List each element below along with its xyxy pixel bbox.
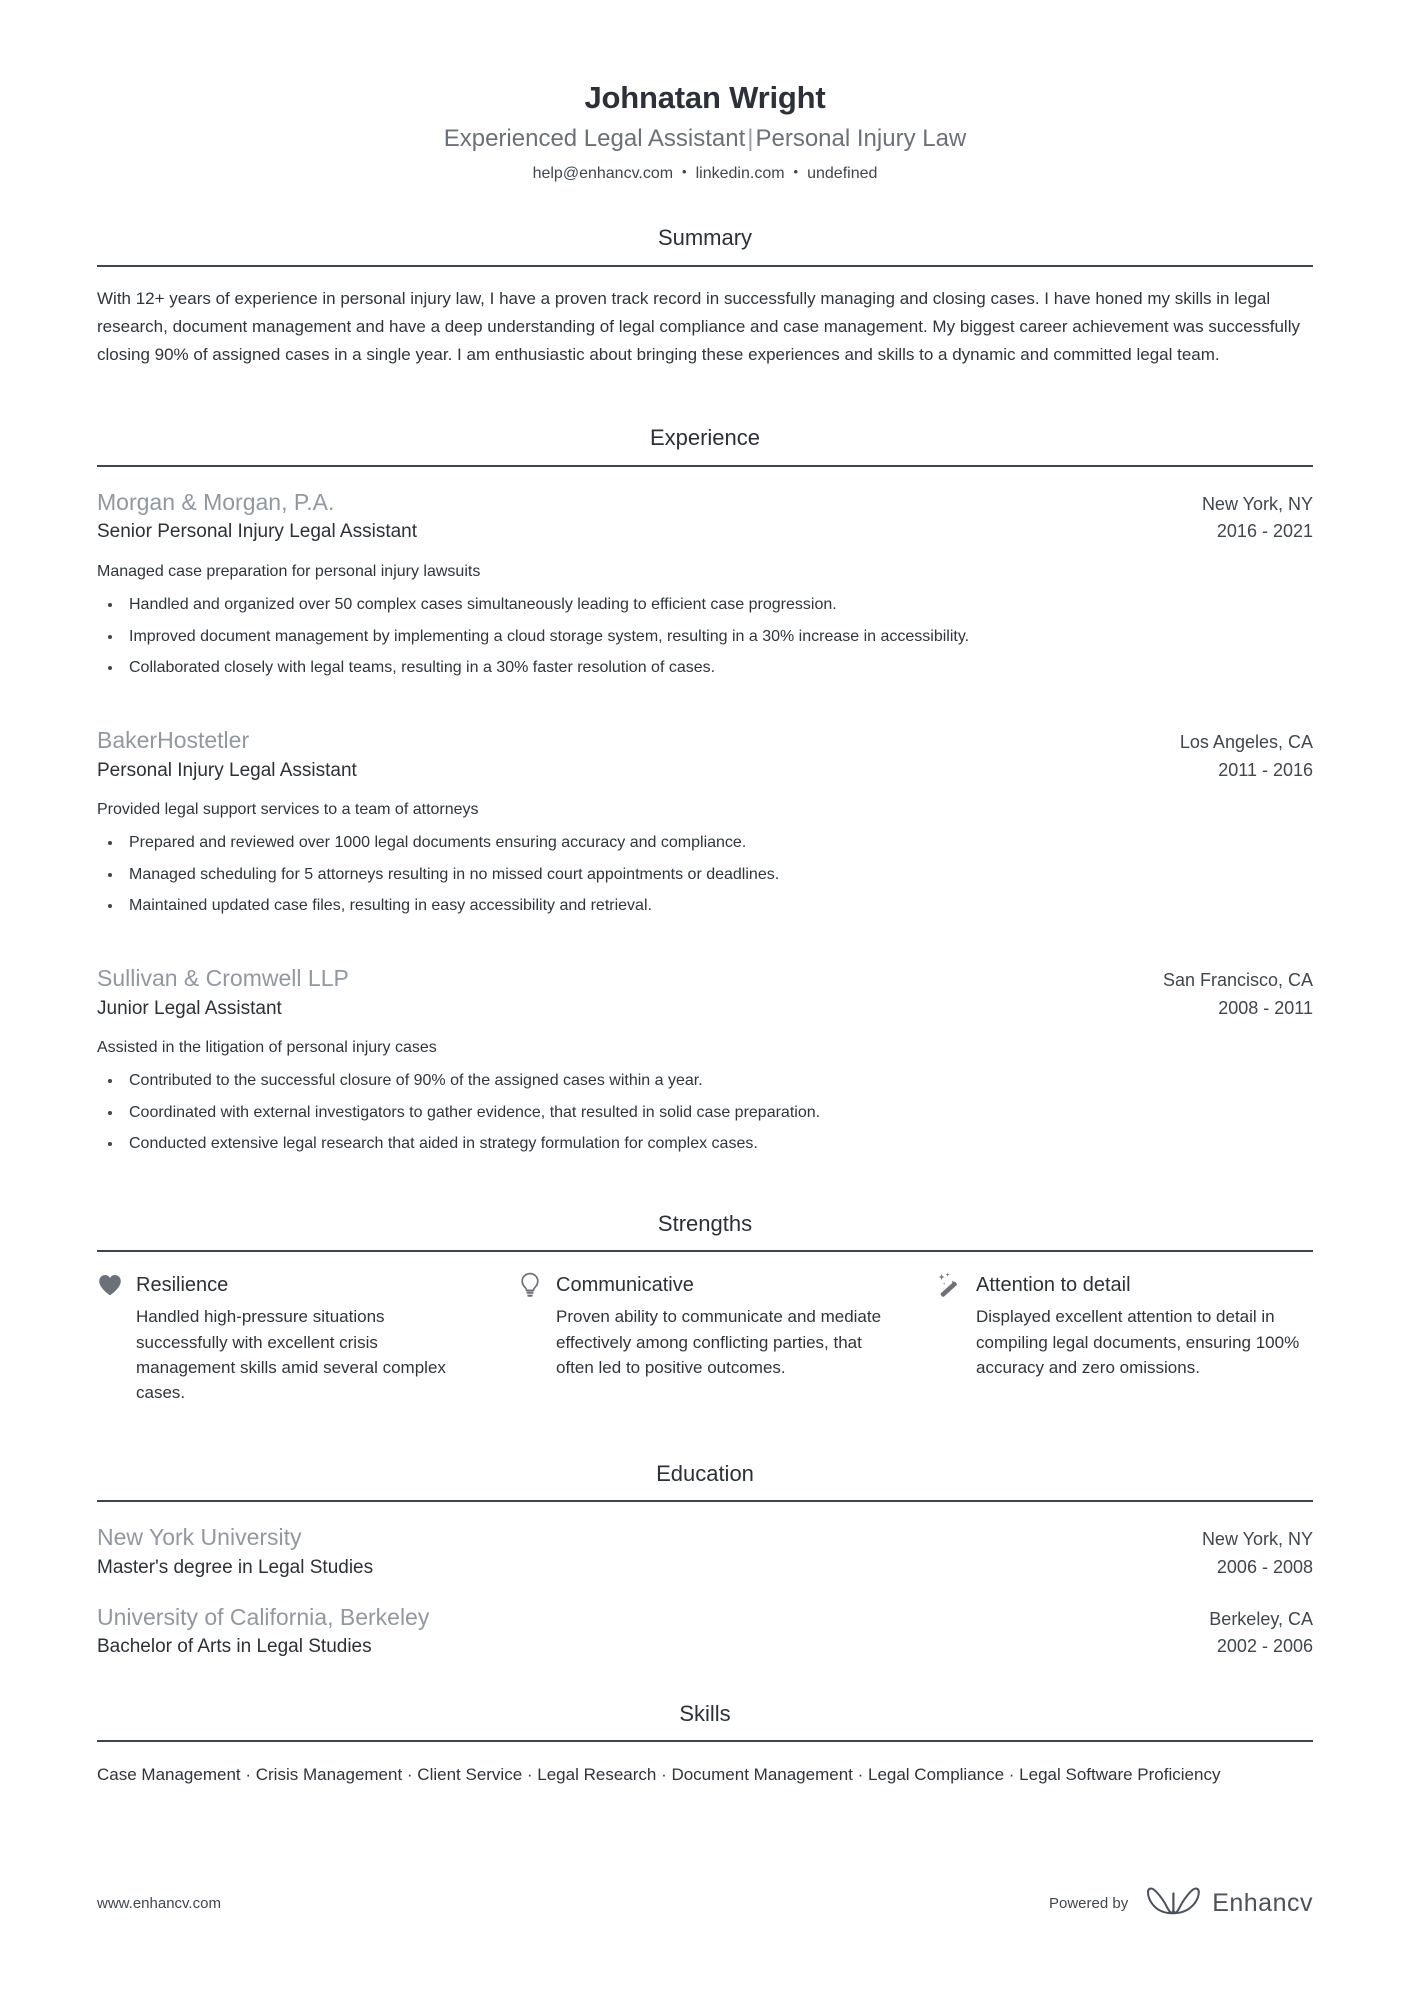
experience-location: San Francisco, CA: [1162, 969, 1313, 990]
education-entry-secondrow: [97, 1633, 1313, 1661]
experience-bullet: Prepared and reviewed over 1000 legal documents ensuring accuracy and compliance.: [97, 832, 1313, 854]
headline-left: Experienced Legal Assistant: [443, 124, 746, 152]
lightbulb-icon: [517, 1272, 543, 1298]
summary-heading: Summary: [657, 225, 753, 251]
experience-bullet: Coordinated with external investigators to gather evidence, that resulted in solid case preparation.: [97, 1102, 1313, 1124]
experience-bullet: Contributed to the successful closure of 90% of the assigned cases within a year.: [97, 1070, 1313, 1092]
education-location: Berkeley, CA: [1209, 1608, 1313, 1629]
summary-section: [97, 225, 1313, 369]
education-entry-secondrow: [97, 1554, 1313, 1582]
education-location: New York, NY: [1201, 1529, 1313, 1550]
experience-role: Personal Injury Legal Assistant: [97, 759, 357, 781]
experience-bullet: Conducted extensive legal research that aided in strategy formulation for complex cases.: [97, 1133, 1313, 1155]
experience-entry-toprow: [97, 487, 1313, 519]
experience-description: Provided legal support services to a team of attorneys: [97, 801, 479, 819]
experience-role: Senior Personal Injury Legal Assistant: [97, 521, 418, 543]
headline-right: Personal Injury Law: [755, 124, 967, 152]
spacer-after-experience: [97, 1155, 1313, 1211]
education-divider: [97, 1500, 1313, 1502]
experience-bullet: Handled and organized over 50 complex cases simultaneously leading to efficient case progression.: [97, 594, 1313, 616]
enhancv-wordmark: Enhancv: [1212, 1889, 1313, 1917]
experience-entry-secondrow: [97, 518, 1313, 546]
strength-description: Displayed excellent attention to detail in compiling legal documents, ensuring 100% accuracy and zero omissions.: [976, 1307, 1300, 1377]
resume-header: [97, 0, 1313, 185]
candidate-headline: [97, 123, 1313, 154]
spacer-after-summary: [97, 369, 1313, 425]
candidate-name: Johnatan Wright: [584, 80, 826, 115]
footer-website-link[interactable]: www.enhancv.com: [97, 1895, 221, 1912]
experience-dates: 2011 - 2016: [1218, 759, 1313, 780]
experience-heading: Experience: [649, 425, 761, 451]
strengths-grid: [97, 1272, 1313, 1405]
heart-icon: [97, 1272, 123, 1298]
strength-item: [97, 1272, 517, 1405]
contact-separator-1: •: [682, 163, 687, 179]
contact-extra: undefined: [807, 164, 878, 182]
contact-email[interactable]: help@enhancv.com: [532, 164, 674, 182]
experience-entry: [97, 725, 1313, 917]
experience-description: Managed case preparation for personal injury lawsuits: [97, 563, 481, 581]
experience-description: Assisted in the litigation of personal injury cases: [97, 1039, 437, 1057]
education-organization: New York University: [97, 1524, 302, 1551]
experience-entry-secondrow: [97, 757, 1313, 785]
experience-role: Junior Legal Assistant: [97, 997, 282, 1019]
experience-entry: [97, 487, 1313, 679]
education-section: [97, 1461, 1313, 1661]
powered-by-label: Powered by: [1048, 1895, 1129, 1912]
experience-divider: [97, 465, 1313, 467]
experience-bullets: [97, 1070, 1313, 1155]
spacer-after-education: [97, 1661, 1313, 1701]
experience-dates: 2008 - 2011: [1218, 997, 1313, 1018]
strength-name: Communicative: [556, 1274, 694, 1297]
strength-item: [517, 1272, 937, 1405]
strength-name: Attention to detail: [976, 1274, 1131, 1297]
contact-linkedin[interactable]: linkedin.com: [695, 164, 785, 182]
education-entry-toprow: [97, 1522, 1313, 1554]
experience-entry-secondrow: [97, 995, 1313, 1023]
experience-entry-toprow: [97, 963, 1313, 995]
experience-location: Los Angeles, CA: [1179, 731, 1313, 752]
spacer-after-strengths: [97, 1405, 1313, 1461]
contact-line: [97, 163, 1313, 185]
experience-bullets: [97, 594, 1313, 679]
experience-section: [97, 425, 1313, 1155]
spacer-after-header: [97, 185, 1313, 225]
experience-location: New York, NY: [1201, 493, 1313, 514]
education-dates: 2006 - 2008: [1216, 1557, 1313, 1578]
resume-content: [97, 0, 1313, 1791]
experience-organization: BakerHostetler: [97, 726, 250, 753]
headline-separator: |: [747, 124, 754, 152]
experience-bullet: Maintained updated case files, resulting in easy accessibility and retrieval.: [97, 895, 1313, 917]
education-degree: Bachelor of Arts in Legal Studies: [97, 1636, 372, 1658]
education-degree: Master's degree in Legal Studies: [97, 1557, 374, 1579]
skills-section: [97, 1701, 1313, 1791]
experience-entry-toprow: [97, 725, 1313, 757]
education-entry: [97, 1522, 1313, 1581]
strength-description: Handled high-pressure situations successfully with excellent crisis management skills amid several complex cases.: [136, 1307, 446, 1402]
contact-separator-2: •: [793, 163, 799, 179]
skills-divider: [97, 1740, 1313, 1742]
strength-header: [97, 1272, 473, 1298]
experience-bullet: Collaborated closely with legal teams, resulting in a 30% faster resolution of cases.: [97, 657, 1313, 679]
summary-divider: [97, 265, 1313, 267]
spacer-between-experience-1: [97, 679, 1313, 705]
experience-organization: Sullivan & Cromwell LLP: [97, 964, 349, 991]
strength-name: Resilience: [136, 1274, 229, 1297]
strength-header: [937, 1272, 1313, 1298]
footer-branding: [1049, 1886, 1313, 1921]
magic-wand-icon: [937, 1272, 963, 1298]
experience-organization: Morgan & Morgan, P.A.: [97, 488, 335, 515]
strengths-section: [97, 1211, 1313, 1405]
education-entry-toprow: [97, 1602, 1313, 1634]
education-dates: 2002 - 2006: [1216, 1636, 1313, 1657]
education-entry: [97, 1602, 1313, 1661]
experience-bullet: Managed scheduling for 5 attorneys resulting in no missed court appointments or deadlines.: [97, 864, 1313, 886]
resume-footer: [97, 1886, 1313, 1921]
strength-description: Proven ability to communicate and mediate effectively among conflicting parties, that often led to positive outcomes.: [556, 1307, 882, 1377]
experience-entry: [97, 963, 1313, 1155]
spacer-between-experience-2: [97, 917, 1313, 943]
summary-text: With 12+ years of experience in personal injury law, I have a proven track record in successfully managing and closing cases. I have honed my skills in legal research, document management and have a deep understanding of legal compliance and case management. My biggest career achievement was successfully closing 90% of assigned cases in a single year. I am enthusiastic about bringing these experiences and skills to a dynamic and committed legal team.: [97, 288, 1300, 365]
education-organization: University of California, Berkeley: [97, 1603, 430, 1630]
experience-bullet: Improved document management by implementing a cloud storage system, resulting in a 30% increase in accessibility.: [97, 626, 1313, 648]
skills-heading: Skills: [679, 1701, 731, 1727]
strength-header: [517, 1272, 893, 1298]
skills-list: Case Management · Crisis Management · Client Service · Legal Research · Document Management · Legal Compliance · Legal Software Proficiency: [97, 1765, 1221, 1785]
experience-dates: 2016 - 2021: [1216, 521, 1313, 542]
enhancv-logo-icon: [1144, 1886, 1202, 1921]
strengths-divider: [97, 1250, 1313, 1252]
experience-bullets: [97, 832, 1313, 917]
strength-item: [937, 1272, 1313, 1405]
strengths-heading: Strengths: [657, 1211, 753, 1237]
education-heading: Education: [656, 1461, 754, 1487]
